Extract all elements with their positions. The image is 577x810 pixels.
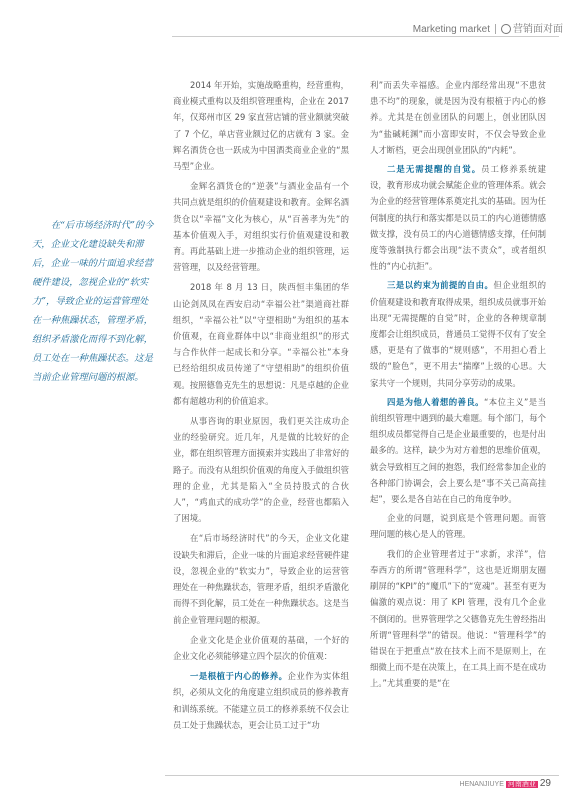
paragraph [173, 668, 349, 733]
paragraph-body: 但企业组织的价值观建设和教育取得成果，组织成员就事开始出现“无需提醒的自觉”时，企业的各种规章制度都会让组织成员，普通员工觉得不仅有了安全感，更是有了做事的“规则感”，不用担心看上级的“脸色”，更不用去“揣摩”上级的心思。大家共守一个规则，共同分享劳动的成果。 [370, 280, 547, 388]
point-heading: 一是根植于内心的修养。 [190, 671, 288, 682]
pull-quote-text: 在“后市场经济时代”的今天，企业文化建设缺失和滞后，企业一味的片面追求经营硬件建设，忽视企业的“软实力”，导致企业的运营管理处在一种焦躁状态，管理矛盾，组织矛盾激化而得不到化解，员工处在一种焦躁状态。这是当前企业管理问题的根源。 [32, 220, 154, 383]
paragraph: 企业的问题，说到底是个管理问题。而管理问题的核心是人的管理。 [370, 513, 546, 540]
paragraph: 在“后市场经济时代”的今天，企业文化建设缺失和滞后，企业一味的片面追求经营硬件建设，忽视企业的“软实力”，导致企业的运营管理处在一种焦躁状态，管理矛盾，组织矛盾激化而得不到化解，员工处在一种焦躁状态。这是当前企业管理问题的根源。 [173, 533, 349, 625]
paragraph-body: 企业作为实体组织，必须从文化的角度建立组织成员的修养教育和训练系统。不能建立员工的修养系统不仅会让员工处于焦躁状态，更会让员工过于“功 [173, 671, 350, 730]
magazine-logo-icon [501, 24, 511, 34]
magazine-brand: 河南酒业 [507, 781, 536, 788]
point-heading: 三是以约束为前提的自由。 [387, 280, 494, 291]
magazine-name: HENANJIUYE [459, 781, 504, 788]
paragraph: 我们的企业管理者过于“求新，求洋”，信奉西方的所谓“管理科学”，这也是近期朋友圈刷屏的“KPI”的“魔爪”下的“宽魂”。甚至有更为偏激的观点说：用了 KPI 管理，没有几个企业不倒闭的。世界管理学之父德鲁克先生曾经指出所谓“管理科学”的错误。他说：“管理科学”的错误在于把重点“放在技术上而不是原则上，在细微上而不是在决策上，在工具上而不是在成功上。”尤其重要的是“在 [370, 548, 546, 689]
paragraph [370, 277, 546, 390]
paragraph: 金辉名酒货仓的“逆袭”与酒业金品有一个共同点就是组织的价值观建设和教育。金辉名酒货仓以“幸福”文化为核心，从“百善孝为先”的基本价值观入手，对组织实行价值观建设和教育。再此基础上进一步推动企业的组织管理，运营管理，以及经营管理。 [173, 181, 349, 273]
paragraph: 2018 年 8 月 13 日，陕西恒丰集团的华山论剑凤凤在西安启动“幸福公社”渠道商社群组织，“幸福公社”以“守望相助”为组织的基本价值观，在商业群体中以“非商业组织”的形式与合作伙伴一起成长和分享。“幸福公社”本身已经给组织成员传递了“守望相助”的组织价值观。按照德鲁克先生的思想说：凡是卓越的企业都有超越功利的价值追求。 [173, 282, 349, 406]
article-column-left [173, 77, 349, 733]
section-title-cn: 营销面对面 [513, 24, 563, 35]
paragraph [370, 394, 546, 507]
footer-rule [165, 775, 559, 776]
header-rule [172, 36, 559, 37]
point-heading: 四是为他人着想的善良。 [387, 396, 484, 407]
paragraph-body: 员工修养系统建设，教育形成功就会赋能企业的管理体系。就会为企业的经营管理体系奠定扎实的基础。因为任何制度的执行和落实都是以员工的内心道德情感做支撑，没有员工的内心道德情感支撑，任何制度等強制执行都会出现“法不责众”，或者组织性的“内心抗拒”。 [370, 164, 546, 272]
paragraph: 2014 年开始，实施战略重构，经营重构，商业模式重构以及组织管理重构，企业在 2017 年，仅郑州市区 29 家直营店铺的营业额就突破了 7 个亿，单店营业额过亿的店就有 3 家。金辉名酒货仓也一跃成为中国酒类商业企业的“黑马型”企业。 [173, 80, 349, 172]
paragraph: 企业文化是企业价值观的基础，一个好的企业文化必须能够建立四个层次的价值观： [173, 634, 349, 661]
header-divider [495, 24, 496, 34]
page-header [413, 20, 563, 35]
page-number: 29 [539, 778, 551, 789]
paragraph-body: “本位主义”是当前组织管理中遇到的最大难题。每个部门，每个组织成员都觉得自己是企业最重要的，也是付出最多的。这样，缺少为对方着想的思维价值观，就会导致相互之间的抱怨，我们经常参加企业的各种部门协调会，会上要么是“事不关己高高挂起”，要么是各自站在自己的角度争吵。 [370, 396, 546, 505]
point-heading: 二是无需提醒的自觉。 [387, 164, 482, 175]
section-title-en: Marketing market [412, 24, 490, 35]
article-column-right [370, 77, 546, 692]
paragraph: 利”而丢失幸福感。企业内部经常出现“不患贫患不均”的现象，就是因为没有根植于内心的修养。尤其是在创业团队的问题上，创业团队因为“盐碱耗渊”而小富即安时，不仅会导致企业人才断档，更会出现创业团队的“内耗”。 [370, 80, 546, 155]
page-footer [460, 778, 551, 789]
paragraph [370, 161, 546, 274]
paragraph: 从事咨询的职业原因，我们更关注成功企业的经验研究。近几年，凡是做的比较好的企业，都在组织管理方面摸索并实践出了非常好的路子。而没有从组织价值观的角度入手做组织管理的企业，尤其是陷入“全员持股式的合伙人”，“鸡血式的成功学”的企业，经营也都陷入了困境。 [173, 416, 349, 524]
pull-quote [32, 216, 154, 387]
